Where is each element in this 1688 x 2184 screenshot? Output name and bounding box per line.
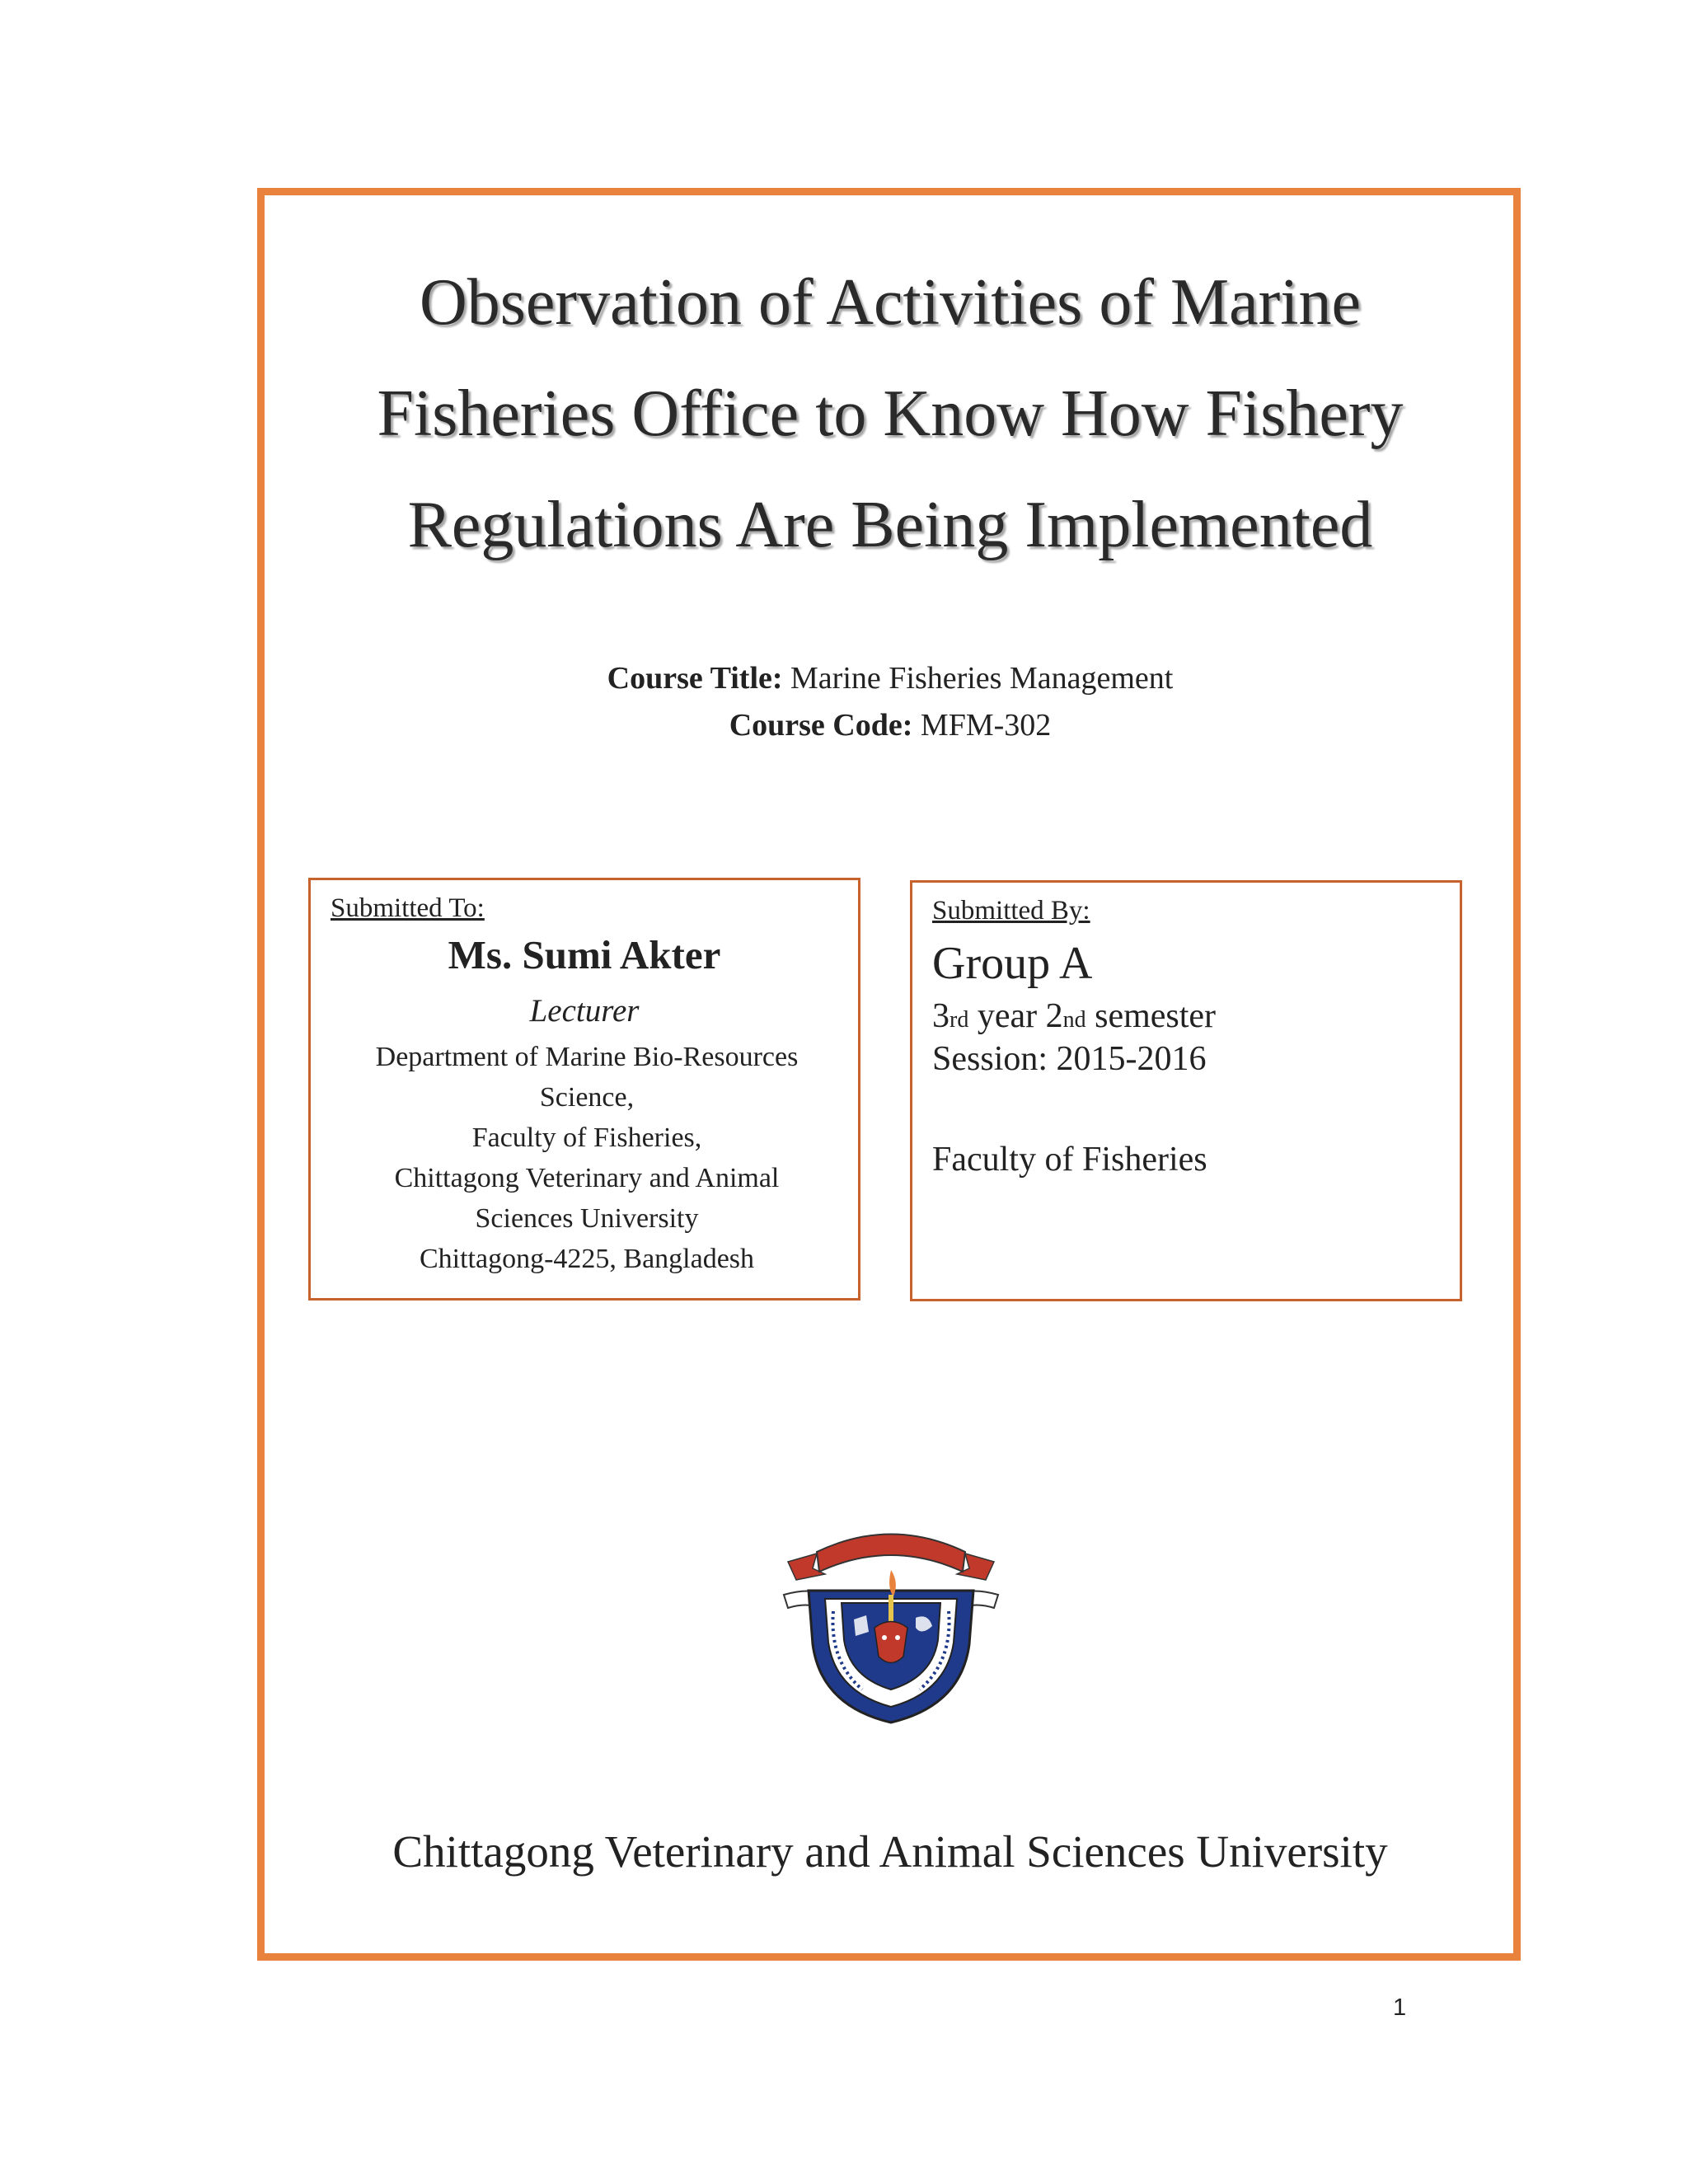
year-ordinal-suffix: rd: [950, 1007, 969, 1033]
course-title-row: [264, 655, 1517, 702]
submitted-by-heading: Submitted By:: [932, 896, 1090, 926]
course-code-value: MFM-302: [912, 708, 1052, 743]
semester-ordinal-suffix: nd: [1062, 1007, 1086, 1033]
title-line-1: Observation of Activities of Marine: [420, 266, 1361, 339]
affiliation-line: Sciences University: [475, 1203, 699, 1234]
supervisor-name: Ms. Sumi Akter: [448, 932, 721, 977]
page-number: 1: [1393, 1994, 1407, 2021]
session: Session: 2015-2016: [932, 1040, 1207, 1078]
submitted-by-box: [910, 880, 1462, 1301]
supervisor-affiliation: [319, 1037, 855, 1279]
course-code-label: Course Code:: [729, 708, 913, 743]
course-info: [264, 655, 1517, 749]
university-crest-icon: [780, 1521, 1002, 1727]
faculty: Faculty of Fisheries: [932, 1141, 1207, 1179]
title-line-3: Regulations Are Being Implemented: [407, 489, 1373, 561]
course-title-value: Marine Fisheries Management: [782, 661, 1174, 696]
group-name: Group A: [932, 938, 1093, 989]
affiliation-line: Science,: [539, 1082, 635, 1113]
submitted-to-heading: Submitted To:: [331, 893, 485, 923]
year-number: 3: [932, 997, 950, 1035]
university-logo: [780, 1521, 1002, 1727]
affiliation-line: Chittagong-4225, Bangladesh: [419, 1244, 755, 1274]
course-title-label: Course Title:: [607, 661, 783, 696]
document-title: [264, 247, 1517, 581]
footer-university-name: Chittagong Veterinary and Animal Sciences University: [392, 1826, 1388, 1877]
semester-word: semester: [1085, 997, 1217, 1035]
supervisor-role: Lecturer: [529, 993, 640, 1029]
title-line-2: Fisheries Office to Know How Fishery: [377, 377, 1404, 450]
course-code-row: [264, 702, 1517, 749]
submitted-to-box: [308, 878, 860, 1301]
year-semester: [932, 996, 1216, 1036]
affiliation-line: Department of Marine Bio-Resources: [375, 1042, 799, 1072]
affiliation-line: Chittagong Veterinary and Animal: [394, 1163, 780, 1193]
affiliation-line: Faculty of Fisheries,: [471, 1122, 702, 1153]
year-word: year 2: [968, 997, 1063, 1035]
